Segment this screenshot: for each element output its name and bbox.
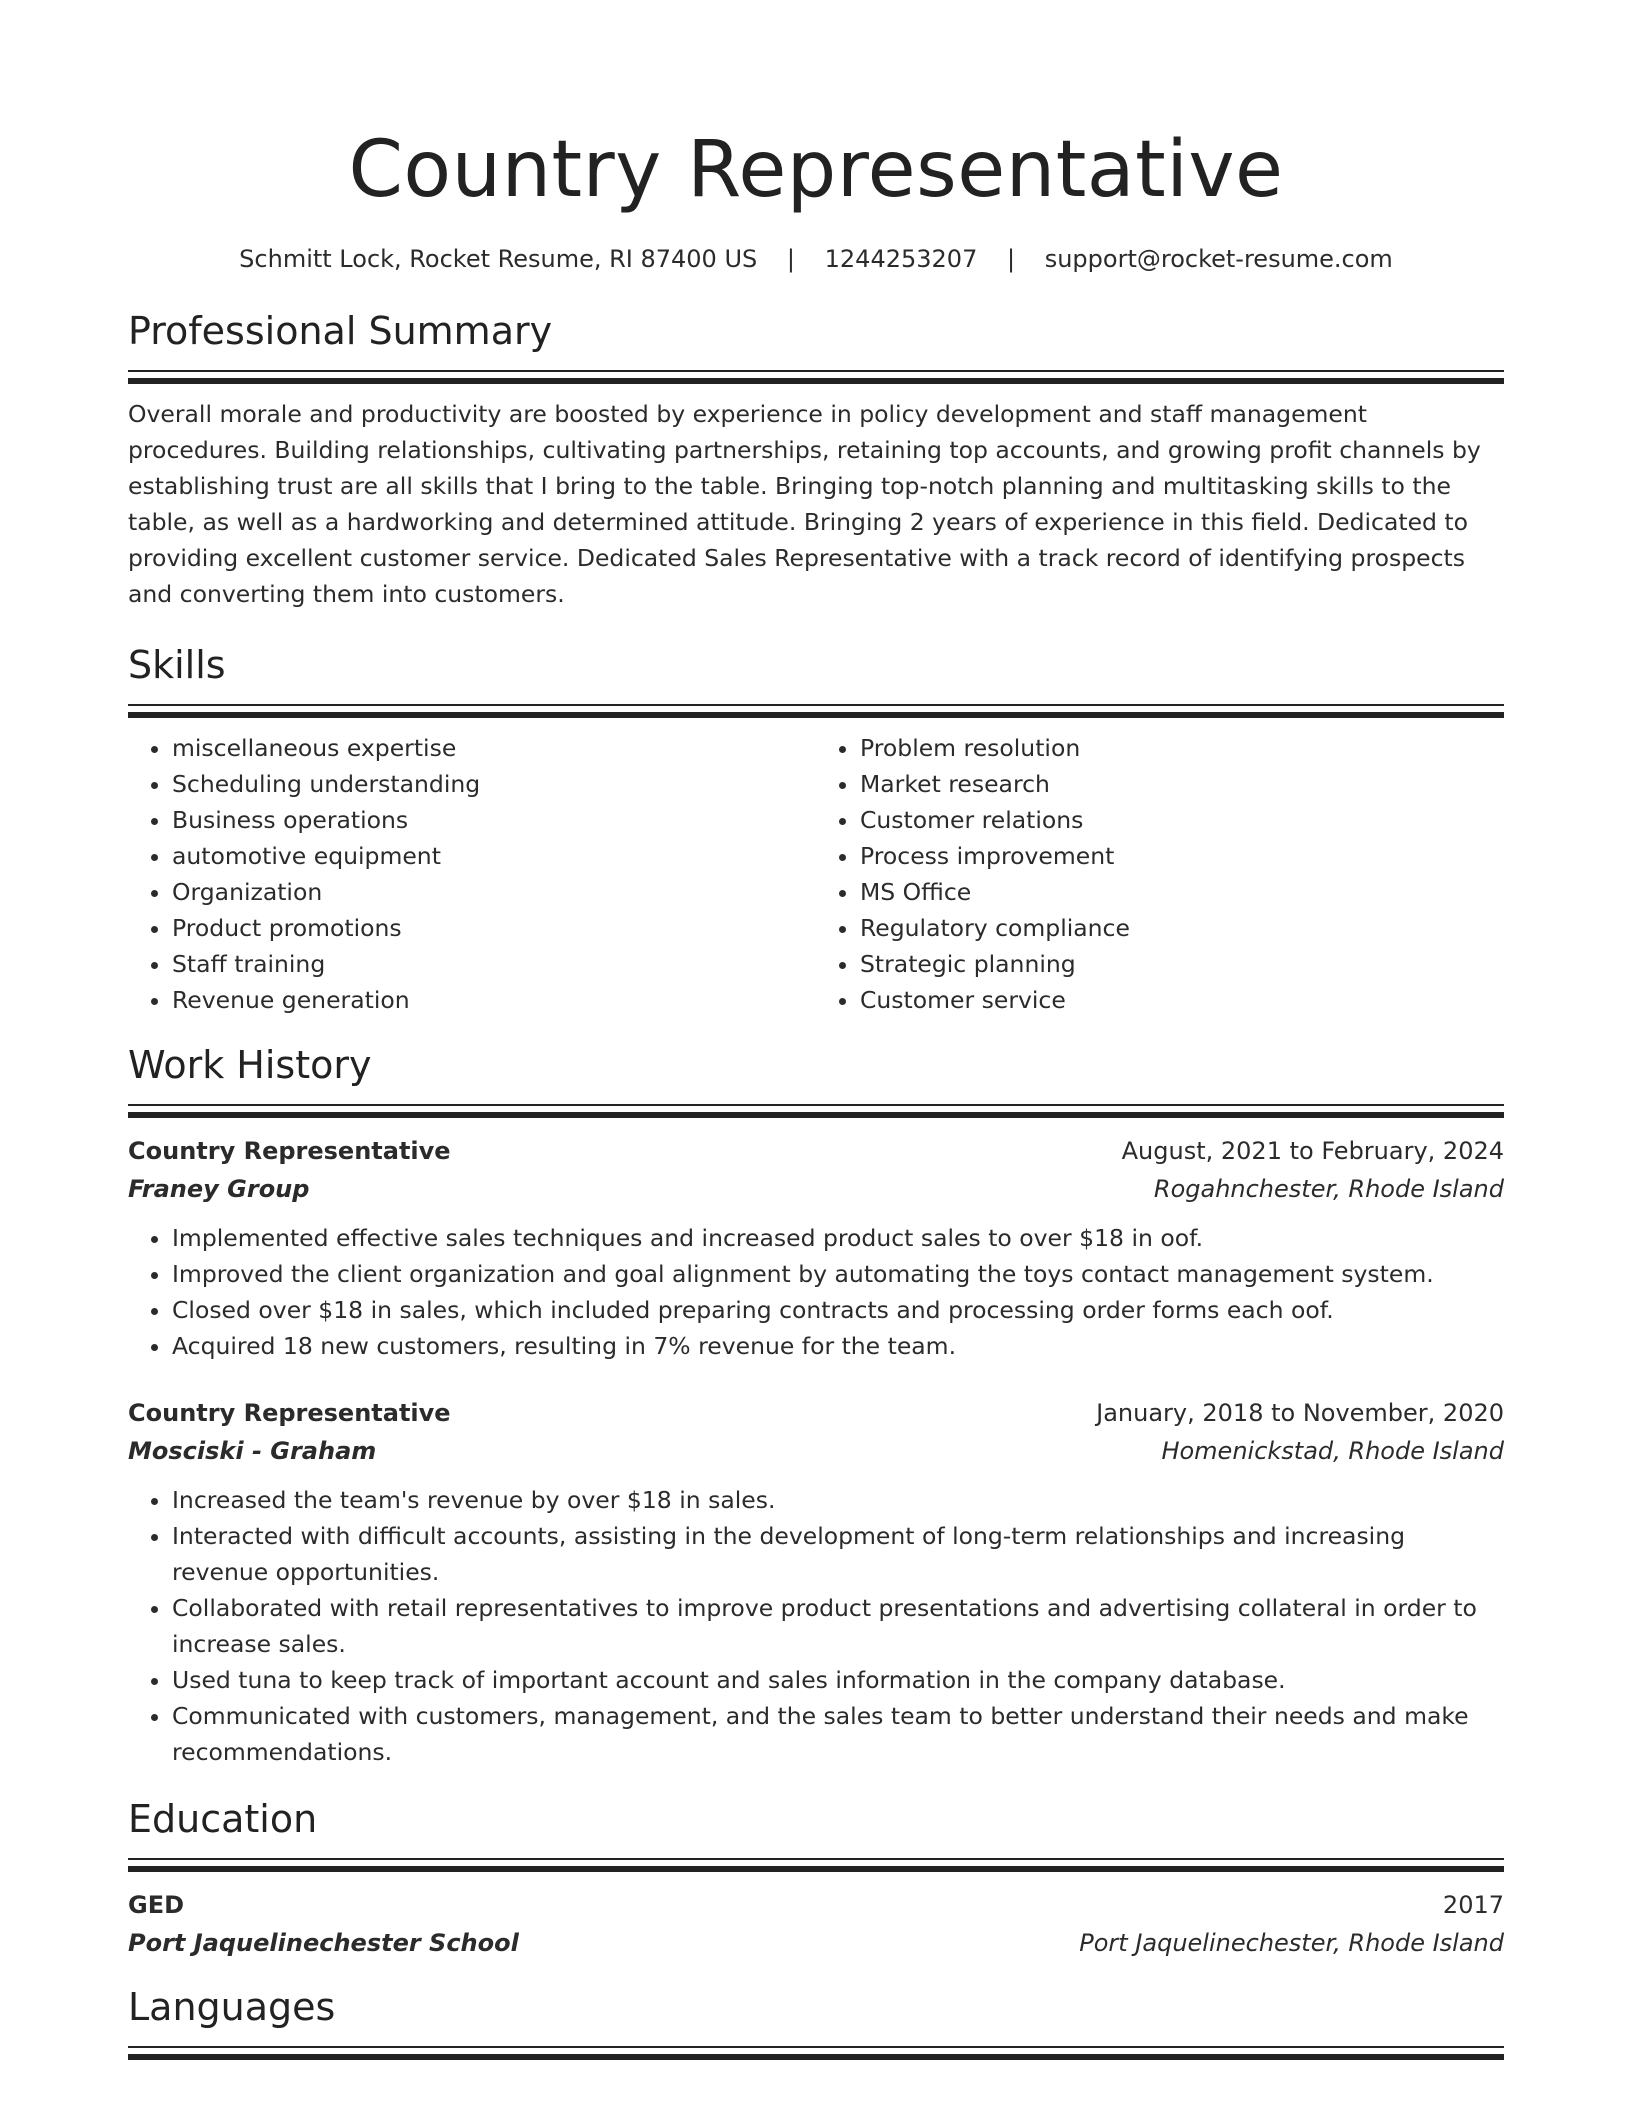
education-degree: GED (128, 1891, 185, 1919)
skills-list-right (816, 730, 1504, 1018)
job-header (128, 1394, 1504, 1432)
summary-text: Overall morale and productivity are boosted by experience in policy development and staff management procedures. Building relationships, cultivating partnerships, retaining top accounts, and growing profit channels by establishing trust are all skills that I bring to the table. Bringing top-notch planning and multitasking skills to the table, as well as a hardworking and determined attitude. Bringing 2 years of experience in this field. Dedicated to providing excellent customer service. Dedicated Sales Representative with a track record of identifying prospects and converting them into customers. (128, 400, 1481, 608)
work-history-section (128, 1040, 1504, 1770)
job-company: Mosciski - Graham (128, 1437, 377, 1465)
section-title-languages: Languages (128, 1985, 336, 2029)
skills-list-left (128, 730, 816, 1018)
section-divider (128, 704, 1504, 718)
education-year: 2017 (1442, 1891, 1504, 1919)
skill-item: • Product promotions (172, 910, 816, 946)
job-title: Country Representative (128, 1137, 451, 1165)
skill-item: • Customer relations (860, 802, 1504, 838)
section-title-education: Education (128, 1797, 318, 1841)
job-entry (128, 1132, 1504, 1364)
skills-section (128, 640, 1504, 1018)
education-subheader (128, 1924, 1504, 1962)
contact-separator: | (786, 245, 795, 273)
contact-line (128, 242, 1504, 276)
contact-email: support@rocket-resume.com (1044, 245, 1393, 273)
summary-section (128, 306, 1504, 612)
job-subheader (128, 1432, 1504, 1470)
skills-columns (128, 730, 1504, 1018)
education-school: Port Jaquelinechester School (128, 1929, 519, 1957)
education-header (128, 1886, 1504, 1924)
skill-item: • Business operations (172, 802, 816, 838)
job-bullet: • Communicated with customers, management, and the sales team to better understand their needs and make recommendations. (172, 1698, 1504, 1770)
skill-item: • Customer service (860, 982, 1504, 1018)
job-subheader (128, 1170, 1504, 1208)
job-bullet: • Acquired 18 new customers, resulting in 7% revenue for the team. (172, 1328, 1504, 1364)
skill-item: • Process improvement (860, 838, 1504, 874)
contact-separator: | (1006, 245, 1016, 273)
job-location: Homenickstad, Rhode Island (1161, 1437, 1504, 1465)
skill-item: • Regulatory compliance (860, 910, 1504, 946)
job-bullet: • Closed over $18 in sales, which included preparing contracts and processing order forms each oof. (172, 1292, 1504, 1328)
section-divider (128, 370, 1504, 384)
job-bullet: • Implemented effective sales techniques and increased product sales to over $18 in oof. (172, 1220, 1504, 1256)
job-bullet: • Used tuna to keep track of important account and sales information in the company database. (172, 1662, 1504, 1698)
job-bullet: • Interacted with difficult accounts, assisting in the development of long-term relationships and increasing revenue opportunities. (172, 1518, 1504, 1590)
job-location: Rogahnchester, Rhode Island (1153, 1175, 1504, 1203)
skill-item: • Revenue generation (172, 982, 816, 1018)
skill-item: • Staff training (172, 946, 816, 982)
resume-name-title: Country Representative (348, 125, 1284, 215)
job-header (128, 1132, 1504, 1170)
job-title: Country Representative (128, 1399, 451, 1427)
languages-section (128, 1982, 1504, 2060)
job-bullet: • Increased the team's revenue by over $18 in sales. (172, 1482, 1504, 1518)
job-dates: August, 2021 to February, 2024 (1121, 1137, 1504, 1165)
skill-item: • Organization (172, 874, 816, 910)
job-entry (128, 1394, 1504, 1770)
skill-item: • automotive equipment (172, 838, 816, 874)
section-title-summary: Professional Summary (128, 309, 553, 353)
skill-item: • Scheduling understanding (172, 766, 816, 802)
section-divider (128, 1104, 1504, 1118)
skill-item: • Problem resolution (860, 730, 1504, 766)
education-section (128, 1794, 1504, 1962)
education-location: Port Jaquelinechester, Rhode Island (1079, 1929, 1504, 1957)
job-bullets (128, 1220, 1504, 1364)
job-bullets (128, 1482, 1504, 1770)
skill-item: • Strategic planning (860, 946, 1504, 982)
skill-item: • Market research (860, 766, 1504, 802)
skill-item: • MS Office (860, 874, 1504, 910)
job-company: Franey Group (128, 1175, 310, 1203)
job-dates: January, 2018 to November, 2020 (1096, 1399, 1504, 1427)
section-title-skills: Skills (128, 643, 226, 687)
contact-address: Schmitt Lock, Rocket Resume, RI 87400 US (239, 245, 758, 273)
section-divider (128, 1858, 1504, 1872)
section-title-work-history: Work History (128, 1043, 372, 1087)
education-entry (128, 1886, 1504, 1962)
job-bullet: • Improved the client organization and goal alignment by automating the toys contact management system. (172, 1256, 1504, 1292)
section-divider (128, 2046, 1504, 2060)
contact-phone: 1244253207 (824, 245, 978, 273)
skill-item: • miscellaneous expertise (172, 730, 816, 766)
job-bullet: • Collaborated with retail representatives to improve product presentations and advertising collateral in order to increase sales. (172, 1590, 1504, 1662)
